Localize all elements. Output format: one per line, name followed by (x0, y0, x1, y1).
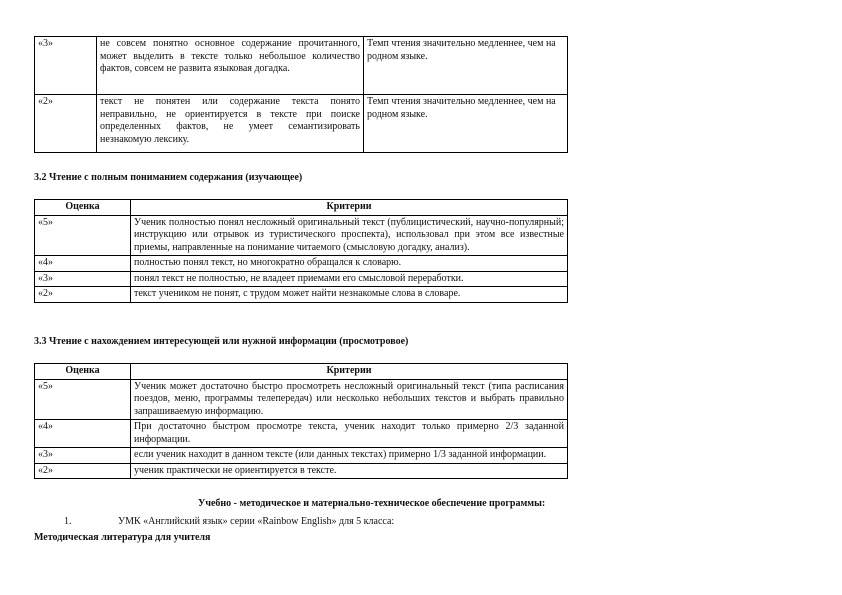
scanning-reading-table (34, 363, 568, 479)
reading-grades-table-continued (34, 36, 568, 153)
column-header-criteria: Критерии (131, 364, 568, 380)
list-item-text: УМК «Английский язык» серии «Rainbow English» для 5 класса: (118, 516, 395, 527)
table-row (35, 379, 568, 420)
section-heading-3-2: 3.2 Чтение с полным пониманием содержания (изучающее) (34, 172, 303, 183)
grade-cell: «4» (35, 256, 131, 272)
criteria-cell: Ученик может достаточно быстро просмотреть несложный оригинальный текст (типа расписания поездов, меню, программы телепередач) или несколько небольших текстов и выбрать правильно запрашиваемую информацию. (131, 379, 568, 420)
table-row (35, 420, 568, 448)
table-row (35, 271, 568, 287)
support-heading: Учебно - методическое и материально-техническое обеспечение программы: (198, 498, 546, 509)
criteria-cell: полностью понял текст, но многократно обращался к словарю. (131, 256, 568, 272)
teacher-literature-heading: Методическая литература для учителя (34, 532, 211, 543)
grade-cell: «3» (35, 448, 131, 464)
grade-cell: «4» (35, 420, 131, 448)
table-row (35, 37, 568, 95)
table-row (35, 463, 568, 479)
criteria-cell: текст учеником не понят, с трудом может найти незнакомые слова в словаре. (131, 287, 568, 303)
column-header-grade: Оценка (35, 364, 131, 380)
column-header-grade: Оценка (35, 200, 131, 216)
criteria-cell: если ученик находит в данном тексте (или данных текстах) примерно 1/3 заданной информации. (131, 448, 568, 464)
table-row (35, 287, 568, 303)
criteria-cell: понял текст не полностью, не владеет приемами его смысловой переработки. (131, 271, 568, 287)
criteria-cell: текст не понятен или содержание текста понято неправильно, не ориентируется в тексте при поиске определенных фактов, не умеет семантизировать незнакомую лексику. (97, 95, 364, 153)
table-row (35, 95, 568, 153)
grade-cell: «5» (35, 215, 131, 256)
table-header-row (35, 364, 568, 380)
grade-cell: «2» (35, 287, 131, 303)
table-header-row (35, 200, 568, 216)
list-item-number: 1. (64, 516, 72, 527)
list-item (64, 516, 394, 529)
criteria-cell: При достаточно быстром просмотре текста, ученик находит только примерно 2/3 заданной информации. (131, 420, 568, 448)
grade-cell: «2» (35, 463, 131, 479)
grade-cell: «3» (35, 271, 131, 287)
detailed-reading-table (34, 199, 568, 303)
criteria-cell: ученик практически не ориентируется в тексте. (131, 463, 568, 479)
table-row (35, 448, 568, 464)
grade-cell: «3» (35, 37, 97, 95)
column-header-criteria: Критерии (131, 200, 568, 216)
table-row (35, 215, 568, 256)
grade-cell: «5» (35, 379, 131, 420)
criteria-cell: не совсем понятно основное содержание прочитанного, может выделить в тексте только небольшое количество фактов, совсем не развита языковая догадка. (97, 37, 364, 95)
tempo-cell: Темп чтения значительно медленнее, чем на родном языке. (364, 37, 568, 95)
criteria-cell: Ученик полностью понял несложный оригинальный текст (публицистический, научно-популярный; инструкцию или отрывок из туристического проспекта), использовал при этом все известные приемы, направленные на понимание читаемого (смысловую догадку, анализ). (131, 215, 568, 256)
tempo-cell: Темп чтения значительно медленнее, чем на родном языке. (364, 95, 568, 153)
grade-cell: «2» (35, 95, 97, 153)
section-heading-3-3: 3.3 Чтение с нахождением интересующей или нужной информации (просмотровое) (34, 336, 409, 347)
table-row (35, 256, 568, 272)
